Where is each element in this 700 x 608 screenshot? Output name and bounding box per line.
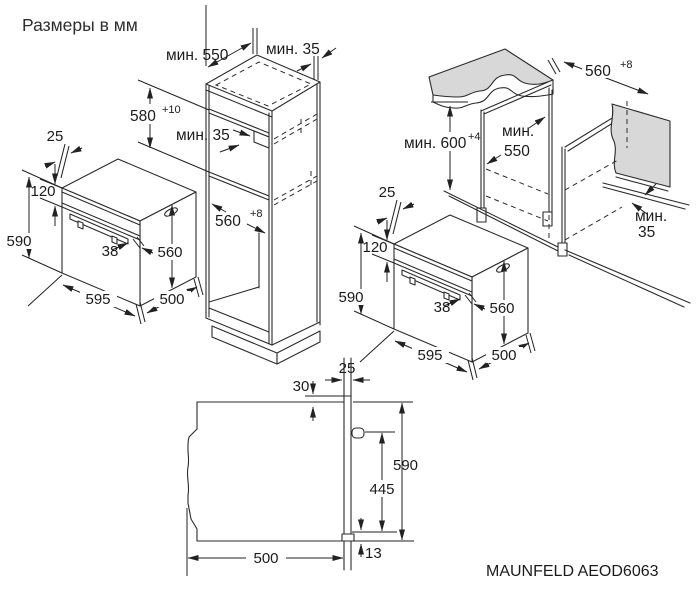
niche-height-tolerance: +10 (162, 104, 181, 116)
oven-height-label: 590 (6, 233, 32, 250)
tall-cabinet-rear-gap-label: мин. 35 (266, 41, 320, 58)
vent-gap-label: мин. 35 (176, 127, 230, 144)
rear-vent-gap (254, 131, 269, 148)
profile-door-thickness-label: 25 (338, 360, 356, 377)
rear-wall-panel (611, 104, 670, 187)
niche-width-label: 560 (215, 213, 241, 230)
profile-handle-to-base-label: 445 (369, 481, 395, 498)
oven-front-frame-label: 25 (46, 128, 64, 145)
profile-bottom-clearance-label: 13 (365, 545, 382, 562)
profile-top-overhang-label: 30 (292, 378, 310, 395)
profile-handle (352, 428, 364, 438)
page-title: Размеры в мм (22, 15, 138, 35)
base-height-tolerance: +4 (468, 131, 481, 143)
model-name: MAUNFELD AEOD6063 (486, 563, 659, 580)
profile-drawing (187, 358, 418, 576)
base-niche-width-tolerance: +8 (620, 59, 633, 71)
profile-depth-label: 500 (253, 550, 279, 567)
profile-height-label: 590 (393, 457, 419, 474)
base-rear-gap-word: мин. (635, 208, 668, 225)
base-niche-width-label: 560 (585, 63, 611, 80)
oven-handle-depth-label: 38 (101, 243, 119, 260)
niche-width-tolerance: +8 (250, 208, 263, 220)
base-depth-word: мин. (502, 123, 535, 140)
base-rear-gap-value: 35 (638, 224, 656, 241)
niche-height-label: 580 (130, 108, 156, 125)
worktop-surface (429, 49, 553, 97)
oven-panel-height-label: 120 (30, 183, 56, 200)
oven-depth-label: 500 (159, 291, 185, 308)
base-depth-value: 550 (504, 143, 530, 160)
profile-foot (342, 534, 354, 541)
tall-cabinet-depth-label: мин. 550 (166, 47, 229, 64)
oven-body-height-label: 560 (157, 244, 183, 261)
right-oven-drawing (335, 184, 535, 380)
left-oven-drawing (3, 128, 203, 324)
base-height-label: мин. 600 (404, 135, 467, 152)
oven-width-label: 595 (85, 291, 111, 308)
